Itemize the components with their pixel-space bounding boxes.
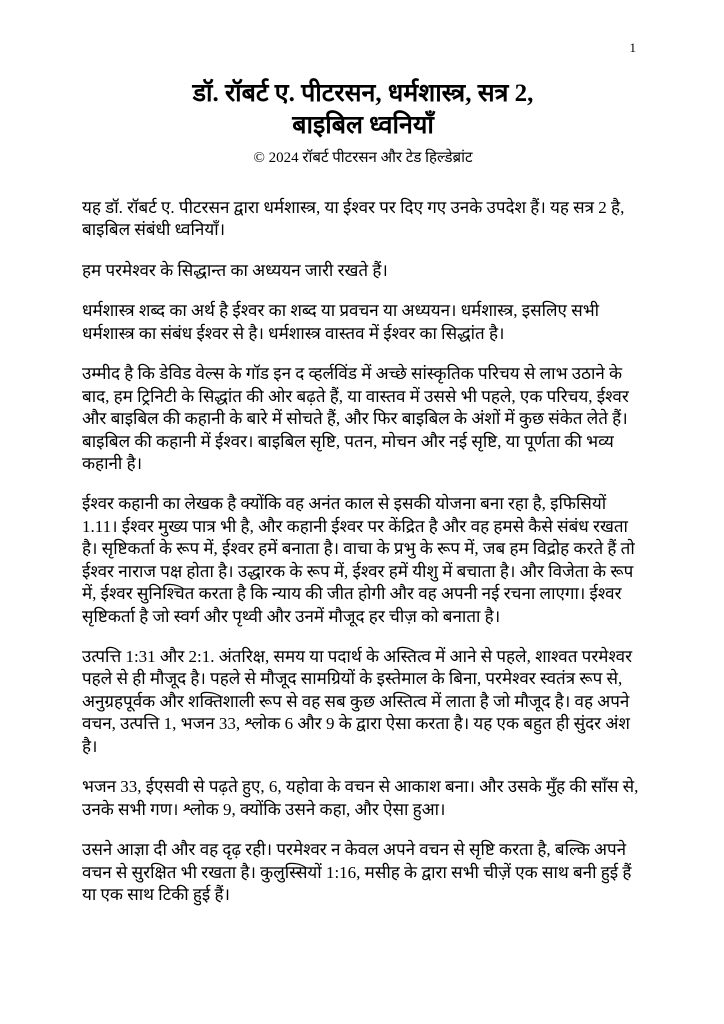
paragraph: उत्पत्ति 1:31 और 2:1. अंतरिक्ष, समय या पदार्थ के अस्तित्व में आने से पहले, शाश्वत परमेश्वर पहले से ही मौजूद है। पहले से मौजूद सामग्रियों के इस्तेमाल के बिना, परमेश्वर स्वतंत्र रूप से, अनुग्रहपूर्वक और शक्तिशाली रूप से वह सब कुछ अस्तित्व में लाता है जो मौजूद है। वह अपने वचन, उत्पत्ति 1, भजन 33, श्लोक 6 और 9 के द्वारा ऐसा करता है। यह एक बहुत ही सुंदर अंश है। <box>82 647 633 756</box>
copyright-line: © 2024 रॉबर्ट पीटरसन और टेड हिल्डेब्रांट <box>253 150 473 166</box>
document-title <box>82 78 644 142</box>
page-number: 1 <box>629 40 636 55</box>
document-body <box>82 197 644 906</box>
paragraph: हम परमेश्वर के सिद्धान्त का अध्ययन जारी रखते हैं। <box>82 260 388 280</box>
paragraph: ईश्वर कहानी का लेखक है क्योंकि वह अनंत काल से इसकी योजना बना रहा है, इफिसियों 1.11। ईश्वर मुख्य पात्र भी है, और कहानी ईश्वर पर केंद्रित है और वह हमसे कैसे संबंध रखता है। सृष्टिकर्ता के रूप में, ईश्वर हमें बनाता है। वाचा के प्रभु के रूप में, जब हम विद्रोह करते हैं तो ईश्वर नाराज पक्ष होता है। उद्धारक के रूप में, ईश्वर हमें यीशु में बचाता है। और विजेता के रूप में, ईश्वर सुनिश्चित करता है कि न्याय की जीत होगी और वह अपनी नई रचना लाएगा। ईश्वर सृष्टिकर्ता है जो स्वर्ग और पृथ्वी और उनमें मौजूद हर चीज़ को बनाता है। <box>82 494 635 626</box>
paragraph: धर्मशास्त्र शब्द का अर्थ है ईश्वर का शब्द या प्रवचन या अध्ययन। धर्मशास्त्र, इसलिए सभी धर्मशास्त्र का संबंध ईश्वर से है। धर्मशास्त्र वास्तव में ईश्वर का सिद्धांत है। <box>82 301 600 343</box>
title-line-2: बाइबिल ध्वनियाँ <box>292 112 434 139</box>
paragraph: उम्मीद है कि डेविड वेल्स के गॉड इन द व्हर्लविंड में अच्छे सांस्कृतिक परिचय से लाभ उठाने के बाद, हम ट्रिनिटी के सिद्धांत की ओर बढ़ते हैं, या वास्तव में उससे भी पहले, एक परिचय, ईश्वर और बाइबिल की कहानी के बारे में सोचते हैं, और फिर बाइबिल के अंशों में कुछ संकेत लेते हैं। बाइबिल की कहानी में ईश्वर। बाइबिल सृष्टि, पतन, मोचन और नई सृष्टि, या पूर्णता की भव्य कहानी है। <box>82 364 629 473</box>
title-line-1: डॉ. रॉबर्ट ए. पीटरसन, धर्मशास्त्र, सत्र 2, <box>192 80 534 107</box>
paragraph: यह डॉ. रॉबर्ट ए. पीटरसन द्वारा धर्मशास्त्र, या ईश्वर पर दिए गए उनके उपदेश हैं। यह सत्र 2 है, बाइबिल संबंधी ध्वनियाँ। <box>82 198 625 240</box>
paragraph: उसने आज्ञा दी और वह दृढ़ रही। परमेश्वर न केवल अपने वचन से सृष्टि करता है, बल्कि अपने वचन से सुरक्षित भी रखता है। कुलुस्सियों 1:16, मसीह के द्वारा सभी चीज़ें एक साथ बनी हुई हैं या एक साथ टिकी हुई हैं। <box>82 840 632 904</box>
paragraph: भजन 33, ईएसवी से पढ़ते हुए, 6, यहोवा के वचन से आकाश बना। और उसके मुँह की साँस से, उनके सभी गण। श्लोक 9, क्योंकि उसने कहा, और ऐसा हुआ। <box>82 777 639 819</box>
